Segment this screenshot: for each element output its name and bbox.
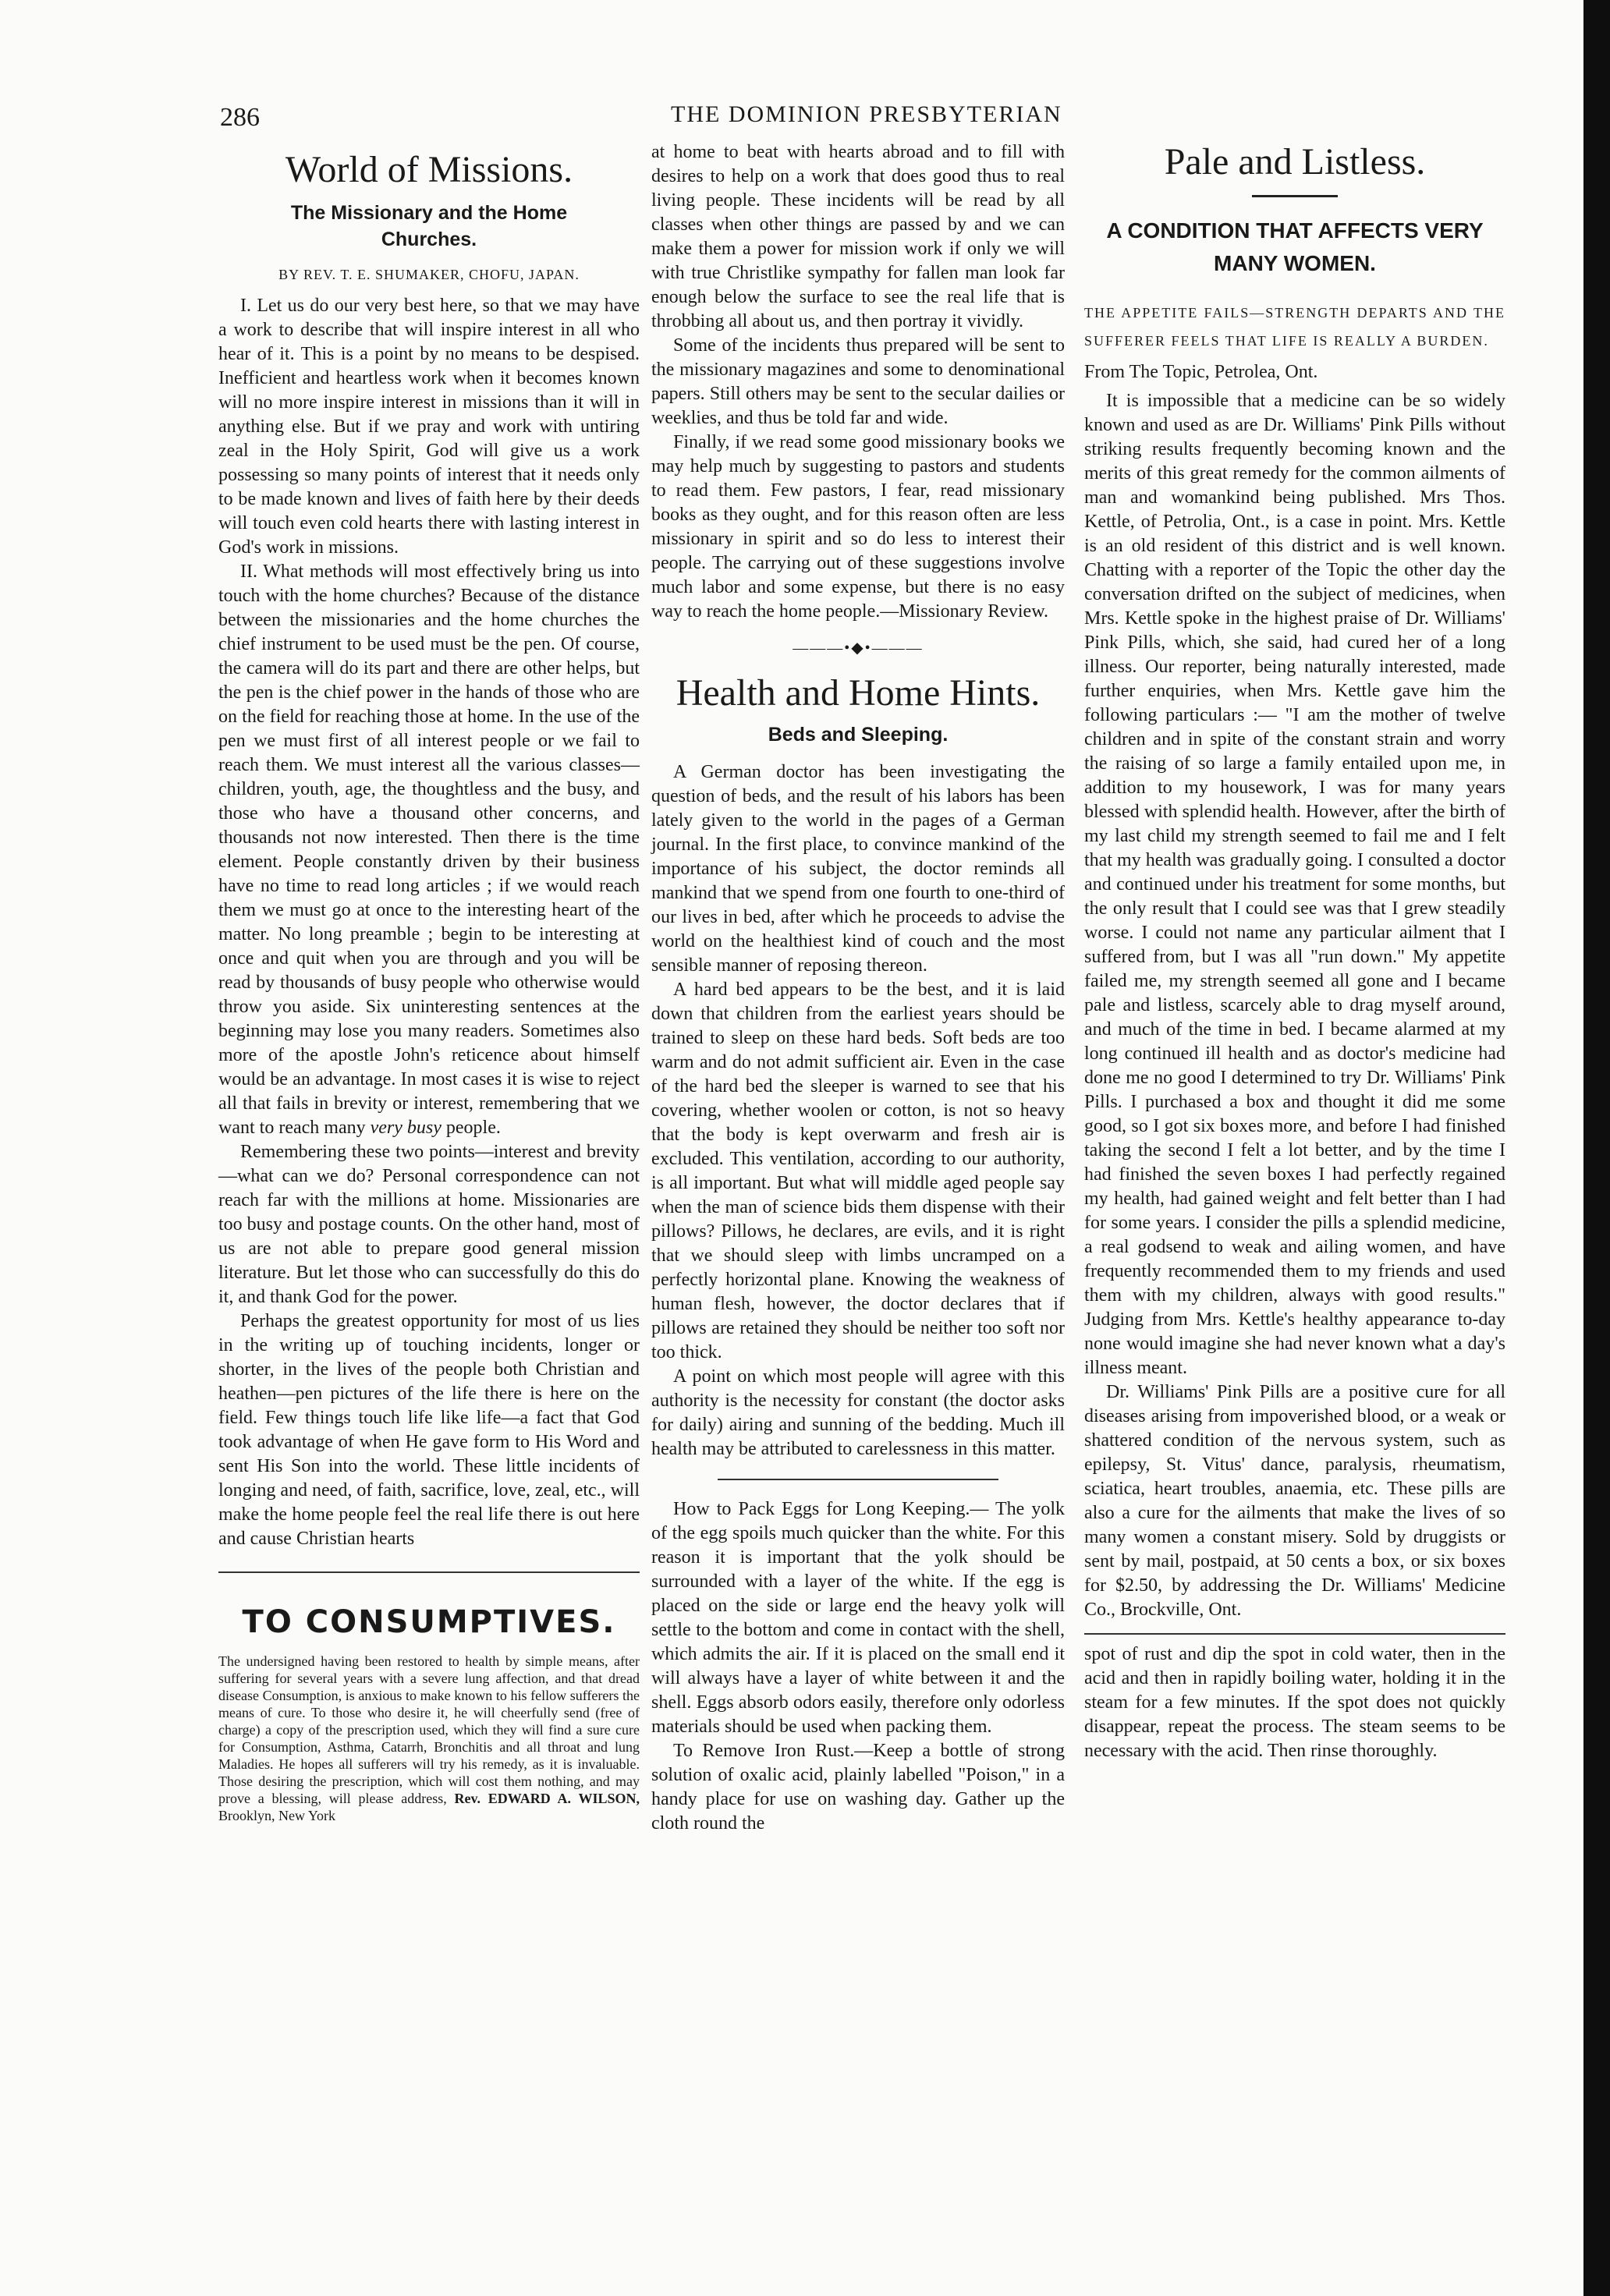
column-left — [218, 149, 640, 1824]
title-rule — [1252, 195, 1338, 197]
iron-rust-continued: spot of rust and dip the spot in cold water, then in the acid and then in rapidly boiling water, holding it in the steam for a few minutes. If the spot does not quickly disappear, repeat the process. The steam seems to be necessary with the acid. Then rinse thoroughly. — [1084, 1644, 1505, 1761]
missions-paragraph-4: Perhaps the greatest opportunity for most of us lies in the writing up of touching incidents, longer or shorter, in the lives of the people both Christian and heathen—pen pictures of the life there is here on the field. Few things touch life like life—a fact that God took advantage of when He gave form to His Word and sent His Son into the world. These little incidents of longing and need, of faith, sacrifice, love, zeal, etc., will make the home people feel the real life there is out here and cause Christian hearts — [218, 1311, 640, 1549]
column-middle — [651, 142, 1065, 1836]
article-byline: BY REV. T. E. SHUMAKER, CHOFU, JAPAN. — [278, 267, 580, 282]
hint-divider — [718, 1479, 998, 1480]
ad-title-consumptives: TO CONSUMPTIVES. — [242, 1604, 616, 1640]
beds-paragraph-1: A German doctor has been investigating the question of beds, and the result of his labors has been lately given to the world in the pages of a German journal. In the first place, to convince mankind of the importance of his subject, the doctor reminds all mankind that we spend from one fourth to one-third of our lives in bed, after which he proceeds to advise the world on the healthiest kind of couch and the most sensible manner of reposing thereon. — [651, 762, 1065, 976]
emphasis-very-busy: very busy — [370, 1118, 442, 1138]
article-title-missions: World of Missions. — [285, 149, 573, 190]
missions-paragraph-5: Some of the incidents thus prepared will be sent to the missionary magazines and some to denominational papers. Still others may be sent to the secular dailies or weeklies, and thus be told far and wide. — [651, 335, 1065, 428]
pale-paragraph-2: Dr. Williams' Pink Pills are a positive cure for all diseases arising from impoverished blood, or a weak or shattered condition of the nervous system, such as epilepsy, St. Vitus' dance, paralysis, rheumatism, sciatica, heart troubles, anaemia, etc. These pills are also a cure for the ailments that make the lives of so many women a constant misery. Sold by druggists or sent by mail, postpaid, at 50 cents a box, or six boxes for $2.50, by addressing the Dr. Williams' Medicine Co., Brockville, Ont. — [1084, 1382, 1505, 1620]
column-right — [1084, 141, 1505, 1763]
beds-paragraph-2: A hard bed appears to be the best, and it is laid down that children from the earliest years should be trained to sleep on these hard beds. Soft beds are too warm and do not admit sufficient air. Even in the case of the hard bed the sleeper is warned to see that his covering, whether woolen or cotton, is not so heavy that the body is kept overwarm and fresh air is excluded. This ventilation, according to our authority, is all important. But what will middle aged people say when the man of science bids them dispense with their pillows? Pillows, he declares, are evils, and it is right that we should sleep with limbs uncramped on a perfectly horizontal plane. Knowing the weakness of human flesh, however, the doctor declares that if pillows are retained they should be neither too soft nor too thick. — [651, 980, 1065, 1362]
article-subtitle-pale: A CONDITION THAT AFFECTS VERY MANY WOMEN. — [1106, 218, 1484, 275]
eggs-paragraph: How to Pack Eggs for Long Keeping.— The yolk of the egg spoils much quicker than the white. For this reason it is important that the yolk should be surrounded with a layer of the white. If the egg is placed on the side or large end the heavy yolk will settle to the bottom and come in contact with the shell, which admits the air. If it is placed on the small end it will always have a layer of white between it and the shell. Eggs absorb odors easily, therefore only odorless materials should be used when packing them. — [651, 1499, 1065, 1737]
missions-paragraph-2: II. What methods will most effectively bring us into touch with the home churches? Because of the distance between the missionaries and the home churches the chief instrument to be used must be the pen. Of course, the camera will do its part and there are other helps, but the pen is the chief power in the hands of those who are on the field for reaching those at home. In the use of the pen we must first of all interest people or we fail to reach them. We must interest all the various classes—children, youth, age, the thoughtless and the busy, and those who have a thousand other concerns, and thousands not now interested. Then there is the time element. People constantly driven by their business have no time to read long articles ; if we would reach them we must go at once to the interesting heart of the matter. No long preamble ; begin to be interesting at once and quit when you are through and you will be read by thousands of busy people who otherwise would throw you aside. Six uninteresting sentences at the beginning may lose you many readers. Sometimes also more of the apostle John's reticence about himself would be an advantage. In most cases it is wise to reject all that fails in brevity or interest, remembering that we want to reach many very busy people. — [218, 562, 640, 1138]
ad-signature: Rev. EDWARD A. WILSON, — [454, 1791, 640, 1806]
article-deck: THE APPETITE FAILS—STRENGTH DEPARTS AND THE SUFFERER FEELS THAT LIFE IS REALLY A BURDEN. — [1084, 305, 1505, 349]
beds-paragraph-3: A point on which most people will agree with this authority is the necessity for constant (the doctor asks for daily) airing and sunning of the bedding. Much ill health may be attributed to carelessness in this matter. — [651, 1366, 1065, 1459]
column-divider — [1084, 1633, 1505, 1635]
running-head: THE DOMINION PRESBYTERIAN — [671, 101, 1062, 127]
article-title-pale: Pale and Listless. — [1164, 141, 1426, 182]
missions-paragraph-6: Finally, if we read some good missionary books we may help much by suggesting to pastors and students to read them. Few pastors, I fear, read missionary books as they ought, and for this reason often are less missionary in spirit and so do less to interest their people. The carrying out of these suggestions involve much labor and some expense, but there is no easy way to reach the home people.—Missionary Review. — [651, 432, 1065, 622]
source-line: From The Topic, Petrolea, Ont. — [1084, 362, 1318, 382]
missions-continued-paragraph: at home to beat with hearts abroad and to fill with desires to help on a work that does good thus to real living people. These incidents will be read by all classes when other things are passed by and we can make them a power for mission work if only we will with true Christlike sympathy for fallen man look far enough below the surface to see the real life that is throbbing all about us, and then portray it vividly. — [651, 142, 1065, 331]
article-title-health: Health and Home Hints. — [676, 672, 1041, 714]
article-subtitle-beds: Beds and Sleeping. — [768, 724, 949, 746]
scan-border — [1583, 0, 1610, 2296]
article-subtitle-missions: The Missionary and the Home Churches. — [290, 202, 568, 250]
section-ornament: ———•◆•——— — [793, 640, 924, 657]
iron-rust-paragraph: To Remove Iron Rust.—Keep a bottle of strong solution of oxalic acid, plainly labelled "Poison," in a handy place for use on washing day. Gather up the cloth round the — [651, 1741, 1065, 1834]
pale-paragraph-1: It is impossible that a medicine can be so widely known and used as are Dr. Williams' Pink Pills without striking results frequently becoming known and the merits of this great remedy for the common ailments of man and womankind being published. Mrs Thos. Kettle, of Petrolia, Ont., is a case in point. Mrs. Kettle is an old resident of this district and is well known. Chatting with a reporter of the Topic the other day the conversation drifted on the subject of medicines, when Mrs. Kettle spoke in the highest praise of Dr. Williams' Pink Pills, which, she said, had cured her of a long illness. Our reporter, being naturally interested, made further enquiries, when Mrs. Kettle gave him the following particulars :— "I am the mother of twelve children and in spite of the constant strain and worry the raising of so large a family entailed upon me, in addition to my housework, I was for many years blessed with splendid health. However, after the birth of my last child my strength seemed to fail me and I felt that my health was gradually going. I consulted a doctor and continued under his treatment for some months, but the only result that I could see was that I grew steadily worse. I could not name any particular ailment that I suffered from, but I was all "run down." My appetite failed me, my strength seemed all gone and I became pale and listless, scarcely able to drag myself around, and much of the time in bed. I became alarmed at my long continued ill health and as doctor's medicine had done me no good I determined to try Dr. Williams' Pink Pills. I purchased a box and thought it did me some good, so I got six boxes more, and before I had finished taking the second I felt a lot better, and by the time I had finished the seven boxes I had perfectly regained my health, had gained weight and felt better than I had for some years. I consider the pills a splendid medicine, a real godsend to weak and ailing women, and have frequently recommended them to my friends and used them with my children, always with good results." Judging from Mrs. Kettle's healthy appearance to-day none would imagine she had never known what a day's illness meant. — [1084, 391, 1505, 1378]
missions-paragraph-1: I. Let us do our very best here, so that we may have a work to describe that will inspire interest in all who hear of it. This is a point by no means to be despised. Inefficient and heartless work when it becomes known will no more inspire interest in missions than it will in anything else. But if we pray and work with untiring zeal in the Holy Spirit, God will give us a work possessing so many points of interest that it needs only to be made known and lives of faith here by their deeds will touch even cold hearts there with lasting interest in God's work in missions. — [218, 296, 640, 558]
ad-place: Brooklyn, New York — [218, 1808, 336, 1823]
missions-paragraph-3: Remembering these two points—interest and brevity—what can we do? Personal correspondence can not reach far with the millions at home. Missionaries are too busy and postage counts. On the other hand, most of us are not able to prepare good general mission literature. But let those who can successfully do this do it, and thank God for the power. — [218, 1142, 640, 1307]
page-number: 286 — [220, 103, 260, 132]
ad-divider — [218, 1571, 640, 1573]
ad-body-consumptives: The undersigned having been restored to health by simple means, after suffering for several years with a severe lung affection, and that dread disease Consumption, is anxious to make known to his fellow sufferers the means of cure. To those who desire it, he will cheerfully send (free of charge) a copy of the prescription used, which they will find a sure cure for Consumption, Asthma, Catarrh, Bronchitis and all throat and lung Maladies. He hopes all sufferers will try his remedy, as it is invaluable. Those desiring the prescription, which will cost them nothing, and may prove a blessing, will please address, Rev. EDWARD A. WILSON, Brooklyn, New York — [218, 1653, 640, 1823]
